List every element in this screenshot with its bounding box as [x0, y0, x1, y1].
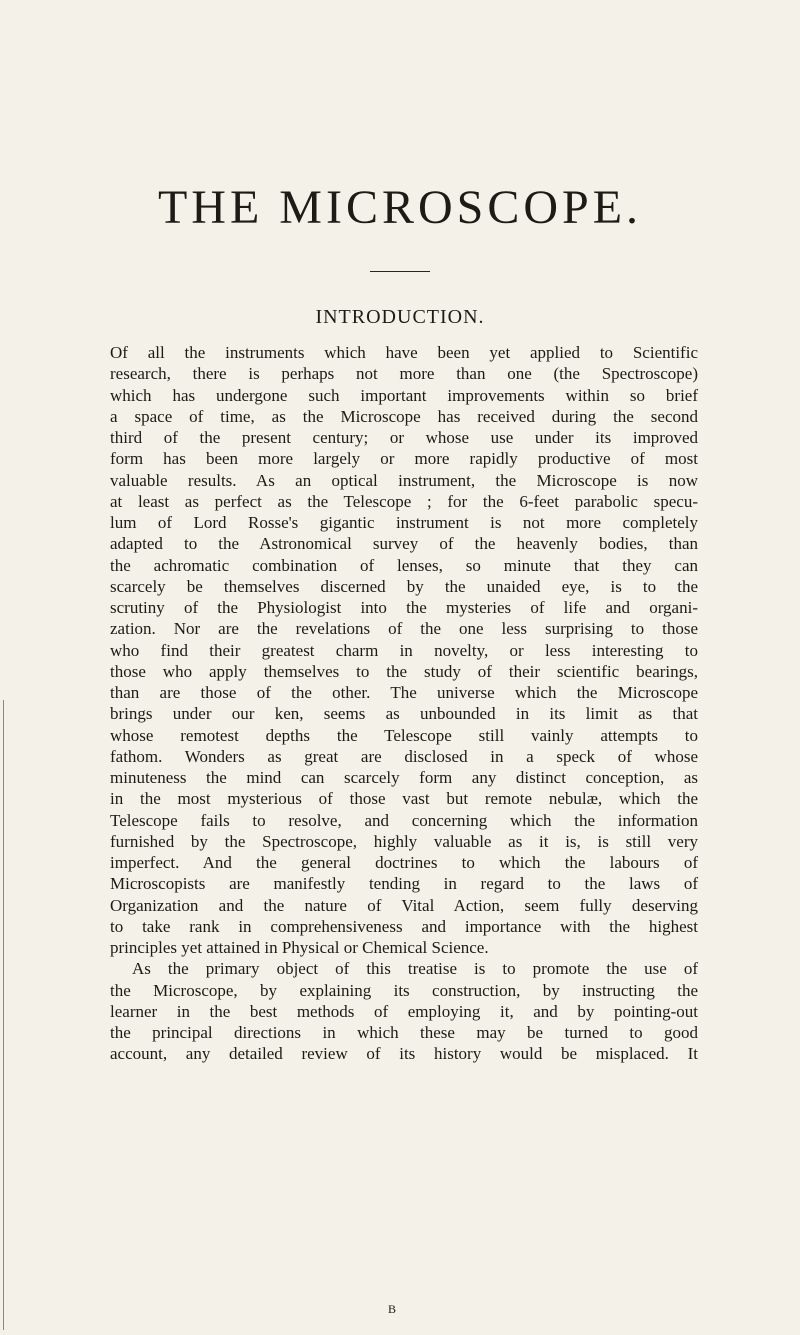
text-line: at least as perfect as the Telescope ; for the 6-feet parabolic specu- — [110, 491, 698, 511]
text-line: research, there is perhaps not more than one (the Spectroscope) — [110, 364, 698, 384]
text-line: third of the present century; or whose use under its improved — [110, 428, 698, 447]
section-heading: INTRODUCTION. — [315, 306, 485, 328]
text-line: fathom. Wonders as great are disclosed in a speck of whose — [110, 746, 698, 766]
chapter-title: THE MICROSCOPE. — [157, 181, 643, 234]
text-line: Organization and the nature of Vital Action, seem fully deserving — [110, 895, 698, 915]
text-line: to take rank in comprehensiveness and importance with the highest — [110, 916, 698, 936]
title-rule — [370, 271, 430, 272]
page-edge-line — [3, 700, 4, 1330]
text-line: brings under our ken, seems as unbounded in its limit as that — [110, 704, 698, 724]
text-line: As the primary object of this treatise is to promote the use of — [132, 959, 698, 979]
text-line: Of all the instruments which have been yet applied to Scientific — [110, 343, 698, 362]
text-line: lum of Lord Rosse's gigantic instrument is not more completely — [110, 513, 698, 532]
text-line: the Microscope, by explaining its construction, by instructing the — [110, 980, 698, 1000]
text-line: account, any detailed review of its history would be misplaced. It — [110, 1044, 698, 1064]
text-line: adapted to the Astronomical survey of the heavenly bodies, than — [110, 534, 698, 554]
text-line: those who apply themselves to the study of their scientific bearings, — [110, 661, 698, 681]
text-line: whose remotest depths the Telescope still vainly attempts to — [110, 725, 698, 745]
signature-mark: B — [388, 1302, 398, 1316]
text-line: Telescope fails to resolve, and concerning which the information — [110, 810, 698, 830]
body-text — [110, 342, 698, 1065]
text-line: scrutiny of the Physiologist into the mysteries of life and organi- — [110, 598, 698, 617]
text-line: form has been more largely or more rapidly productive of most — [110, 449, 698, 469]
text-line: Microscopists are manifestly tending in regard to the laws of — [110, 874, 698, 894]
text-line: valuable results. As an optical instrument, the Microscope is now — [110, 470, 698, 490]
text-line: zation. Nor are the revelations of the one less surprising to those — [110, 619, 698, 639]
text-line: furnished by the Spectroscope, highly valuable as it is, is still very — [110, 831, 698, 851]
text-line: a space of time, as the Microscope has received during the second — [110, 406, 698, 426]
text-line: minuteness the mind can scarcely form any distinct conception, as — [110, 768, 698, 787]
text-line: than are those of the other. The universe which the Microscope — [110, 683, 698, 702]
text-line: principles yet attained in Physical or Chemical Science. — [110, 938, 489, 957]
text-line: imperfect. And the general doctrines to which the labours of — [110, 853, 698, 872]
text-line: the principal directions in which these may be turned to good — [110, 1023, 698, 1042]
text-line: learner in the best methods of employing it, and by pointing-out — [110, 1001, 698, 1021]
text-line: who find their greatest charm in novelty, or less interesting to — [110, 640, 698, 660]
text-line: scarcely be themselves discerned by the unaided eye, is to the — [110, 576, 698, 596]
text-line: which has undergone such important improvements within so brief — [110, 385, 698, 405]
text-line: in the most mysterious of those vast but remote nebulæ, which the — [110, 789, 698, 809]
text-line: the achromatic combination of lenses, so minute that they can — [110, 555, 698, 575]
